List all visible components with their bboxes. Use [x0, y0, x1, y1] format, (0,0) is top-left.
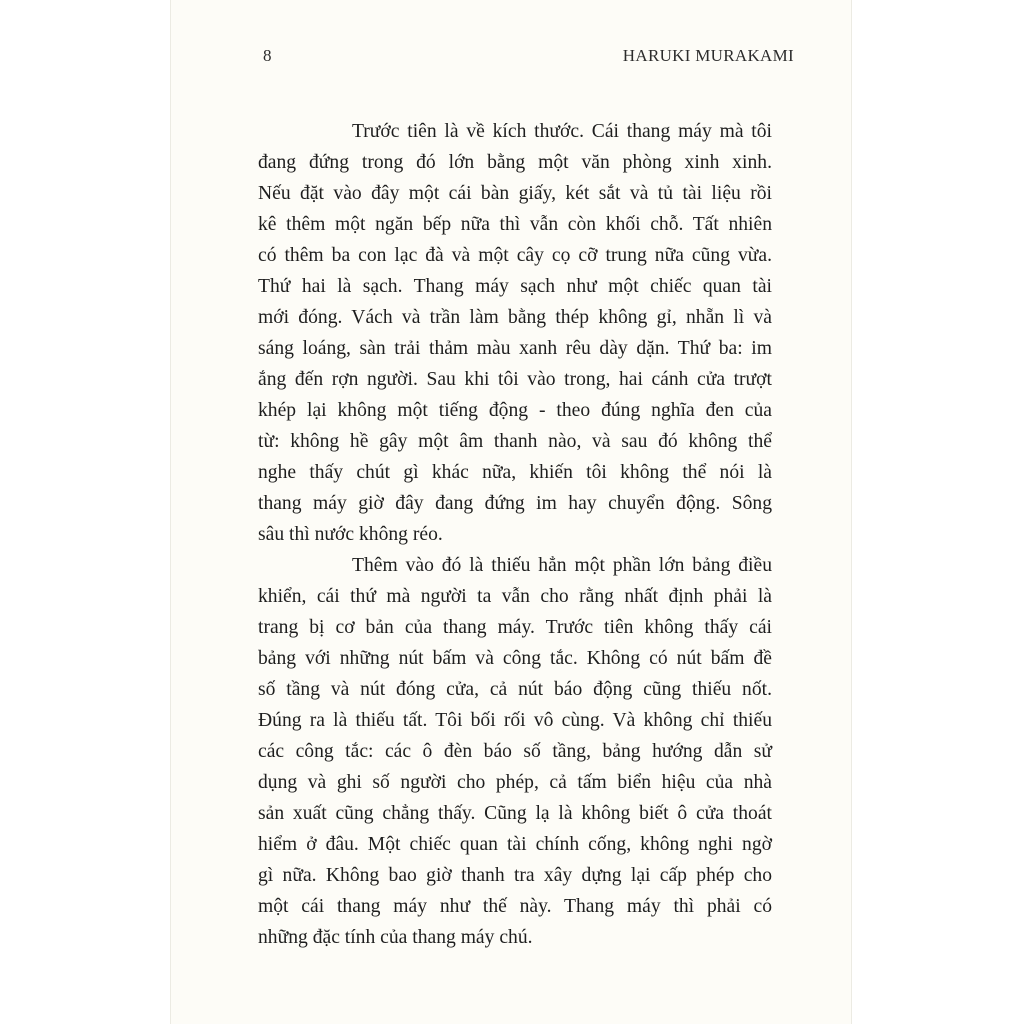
text-line: bảng với những nút bấm và công tắc. Không có nút bấm đề: [258, 648, 772, 669]
text-line: khép lại không một tiếng động - theo đúng nghĩa đen của: [258, 400, 772, 421]
text-line: Nếu đặt vào đây một cái bàn giấy, két sắt và tủ tài liệu rồi: [258, 183, 772, 204]
text-line: Trước tiên là về kích thước. Cái thang máy mà tôi: [352, 121, 772, 142]
text-line: thang máy giờ đây đang đứng im hay chuyển động. Sông: [258, 493, 772, 514]
text-line: trang bị cơ bản của thang máy. Trước tiên không thấy cái: [258, 617, 772, 638]
text-line: sâu thì nước không réo.: [258, 524, 443, 545]
text-line: từ: không hề gây một âm thanh nào, và sau đó không thể: [258, 431, 772, 452]
text-line: kê thêm một ngăn bếp nữa thì vẫn còn khối chỗ. Tất nhiên: [258, 214, 772, 235]
text-line: dụng và ghi số người cho phép, cả tấm biển hiệu của nhà: [258, 772, 772, 793]
text-line: nghe thấy chút gì khác nữa, khiến tôi không thể nói là: [258, 462, 772, 483]
text-line: gì nữa. Không bao giờ thanh tra xây dựng lại cấp phép cho: [258, 865, 772, 886]
book-page: [170, 0, 852, 1024]
text-line: đang đứng trong đó lớn bằng một văn phòng xinh xinh.: [258, 152, 772, 173]
text-line: các công tắc: các ô đèn báo số tầng, bảng hướng dẫn sử: [258, 741, 772, 762]
text-line: Thêm vào đó là thiếu hẳn một phần lớn bảng điều: [352, 555, 772, 576]
paragraph-2: [258, 550, 772, 953]
page-number: 8: [263, 46, 272, 65]
body-text: [258, 116, 772, 953]
paragraph-1: [258, 116, 772, 550]
text-line: hiểm ở đâu. Một chiếc quan tài chính cống, không nghi ngờ: [258, 834, 772, 855]
text-line: sáng loáng, sàn trải thảm màu xanh rêu dày dặn. Thứ ba: im: [258, 338, 772, 359]
text-line: ắng đến rợn người. Sau khi tôi vào trong, hai cánh cửa trượt: [258, 369, 772, 390]
text-line: sản xuất cũng chẳng thấy. Cũng lạ là không biết ô cửa thoát: [258, 803, 772, 824]
text-line: mới đóng. Vách và trần làm bằng thép không gỉ, nhẵn lì và: [258, 307, 772, 328]
text-line: những đặc tính của thang máy chú.: [258, 927, 533, 948]
book-author: HARUKI MURAKAMI: [622, 46, 794, 65]
text-line: Đúng ra là thiếu tất. Tôi bối rối vô cùng. Và không chỉ thiếu: [258, 710, 772, 731]
text-line: Thứ hai là sạch. Thang máy sạch như một chiếc quan tài: [258, 276, 772, 297]
text-line: khiển, cái thứ mà người ta vẫn cho rằng nhất định phải là: [258, 586, 772, 607]
text-line: số tầng và nút đóng cửa, cả nút báo động cũng thiếu nốt.: [258, 679, 772, 700]
text-line: có thêm ba con lạc đà và một cây cọ cỡ trung nữa cũng vừa.: [258, 245, 772, 266]
running-head: [263, 46, 794, 72]
text-line: một cái thang máy như thế này. Thang máy thì phải có: [258, 896, 772, 917]
